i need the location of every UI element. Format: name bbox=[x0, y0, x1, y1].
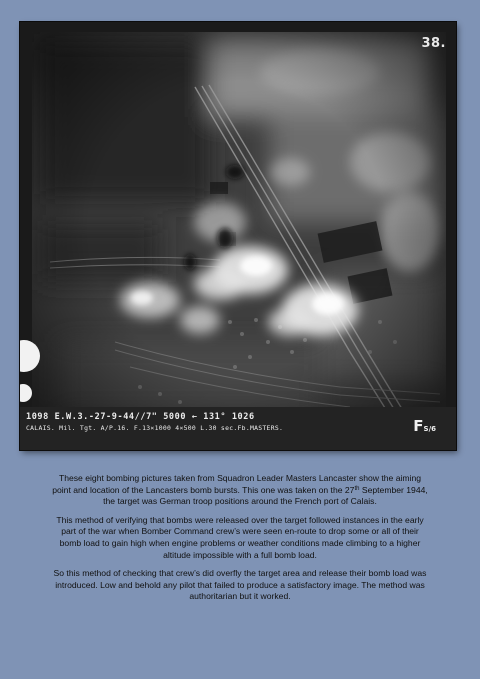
paragraph-1 bbox=[50, 473, 430, 508]
photo-caption-line2: CALAIS. Mil. Tgt. A/P.16. F.13×1000 4×500 L.30 sec.Fb.MASTERS. bbox=[26, 424, 284, 432]
paragraph-1-part-b: September 1944, the target was German troop positions around the French port of Calais. bbox=[103, 484, 428, 507]
photo-caption-strip bbox=[26, 412, 450, 434]
paragraph-1-superscript: th bbox=[354, 485, 360, 492]
photo-caption-ref-number: S/6 bbox=[423, 425, 436, 433]
aerial-bombing-photo bbox=[20, 22, 456, 450]
photo-caption-ref-letter: F bbox=[413, 417, 424, 435]
paragraph-1-part-a: These eight bombing pictures taken from Squadron Leader Masters Lancaster show the aiming point and location of the Lancasters bomb bursts. This one was taken on the 27 bbox=[52, 473, 422, 495]
paragraph-3: So this method of checking that crew’s did overfly the target area and release their bomb load was introduced. Low and behold any pilot that failed to produce a satisfactory image. The method was authoritarian but it worked. bbox=[53, 568, 427, 602]
photo-caption-line1: 1098 E.W.3.-27-9-44//7" 5000 ← 131° 1026 bbox=[26, 412, 255, 422]
photo-caption-ref bbox=[413, 417, 436, 435]
description-text bbox=[50, 473, 430, 610]
paragraph-2: This method of verifying that bombs were released over the target followed instances in the early part of the war when Bomber Command crew’s were seen en-route to drop some or all of their bomb load to gain high when engine problems or weather conditions made climbing to a higher altitude impossible with a full bomb load. bbox=[56, 514, 424, 560]
photo-frame-number: 38. bbox=[421, 36, 446, 51]
aerial-photo-image bbox=[20, 22, 456, 450]
